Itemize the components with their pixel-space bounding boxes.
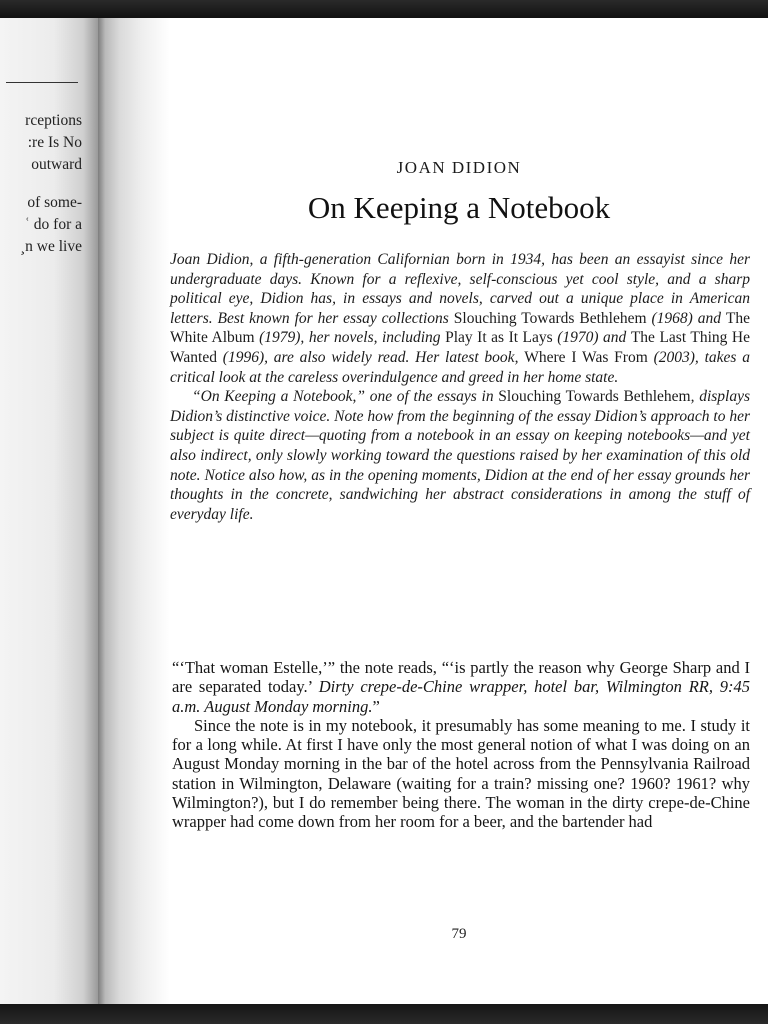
right-page [150,18,768,1004]
left-page-text [0,110,82,258]
essay-text: “‘That woman Estelle,’” the note reads, “‘is partly the reason why George Sharp and I are separated today.’ [172,658,750,697]
intro-text: Joan Didion, a fifth-generation Californian born in 1934, has been an essayist since her undergraduate days. Known for a reflexive, self-conscious yet cool style, and a sharp political eye, Didion has, in essays and novels, carved out a unique place in American letters. Best known for her essay collections [170,251,750,327]
intro-text: (1968) and [646,309,726,327]
book-title: Where I Was From [524,348,648,366]
intro-text: (1979), her novels, including [254,329,446,347]
book-title: The Last Thing He Wanted [170,329,750,366]
left-page-line: ʿ do for a [24,216,82,233]
left-page-line: :re Is No [27,134,82,151]
left-page-line: outward [31,156,82,173]
notebook-entry: Dirty crepe-de-Chine wrapper, hotel bar, Wilmington RR, 9:45 a.m. August Monday morning. [172,677,751,716]
left-page-gap [0,176,82,192]
book-title: Slouching Towards Bethlehem [453,309,647,327]
intro-text: (1996), are also widely read. Her latest book, [216,348,525,366]
left-page-line: of some- [27,194,82,211]
intro-paragraph-1 [170,250,750,387]
essay-paragraph-2: Since the note is in my notebook, it presumably has some meaning to me. I study it for a long while. At first I have only the most general notion of what I was doing on an August Monday morning in the bar of the hotel across from the Pennsylvania Railroad station in Wilmington, Delaware (waiting for a train? missing one? 1960? 1961? why Wilmington?), but I do remember being there. The woman in the dirty crepe-de-Chine wrapper had come down from her room for a beer, and the bartender had [172,715,750,832]
book-title: Slouching Towards Bethlehem [498,388,691,406]
left-page-line: rceptions [25,112,82,129]
essay-body [172,658,750,832]
page-number: 79 [451,926,467,942]
scan-top-edge [0,0,768,18]
left-page-rule [6,82,78,83]
essay-title: On Keeping a Notebook [307,190,611,225]
book-title: The White Album [170,309,750,347]
intro-text: “On Keeping a Notebook,” one of the essays in [192,388,499,406]
author-introduction [170,250,750,524]
left-page-margin [0,18,98,1004]
left-page-line: ¸n we live [20,238,82,255]
intro-text: (2003), takes a critical look at the careless overindulgence and greed in her home state. [170,348,750,386]
book-title: Play It as It Lays [445,329,553,347]
author-heading: JOAN DIDION [396,158,522,177]
intro-text: , displays Didion’s distinctive voice. Note how from the beginning of the essay Didion’s approach to her subject is quite direct—quoting from a notebook in an essay on keeping notebooks—and yet also indirect, only slowly working toward the questions raised by her examination of this old note. Notice also how, as in the opening moments, Didion at the end of her essay grounds her thoughts in the concrete, sandwiching her abstract considerations in among the stuff of everyday life. [170,388,751,523]
essay-text: ” [372,696,380,716]
intro-paragraph-2 [170,387,750,524]
intro-text: (1970) and [552,329,631,347]
essay-paragraph-1 [172,658,750,716]
scan-bottom-edge [0,1004,768,1024]
